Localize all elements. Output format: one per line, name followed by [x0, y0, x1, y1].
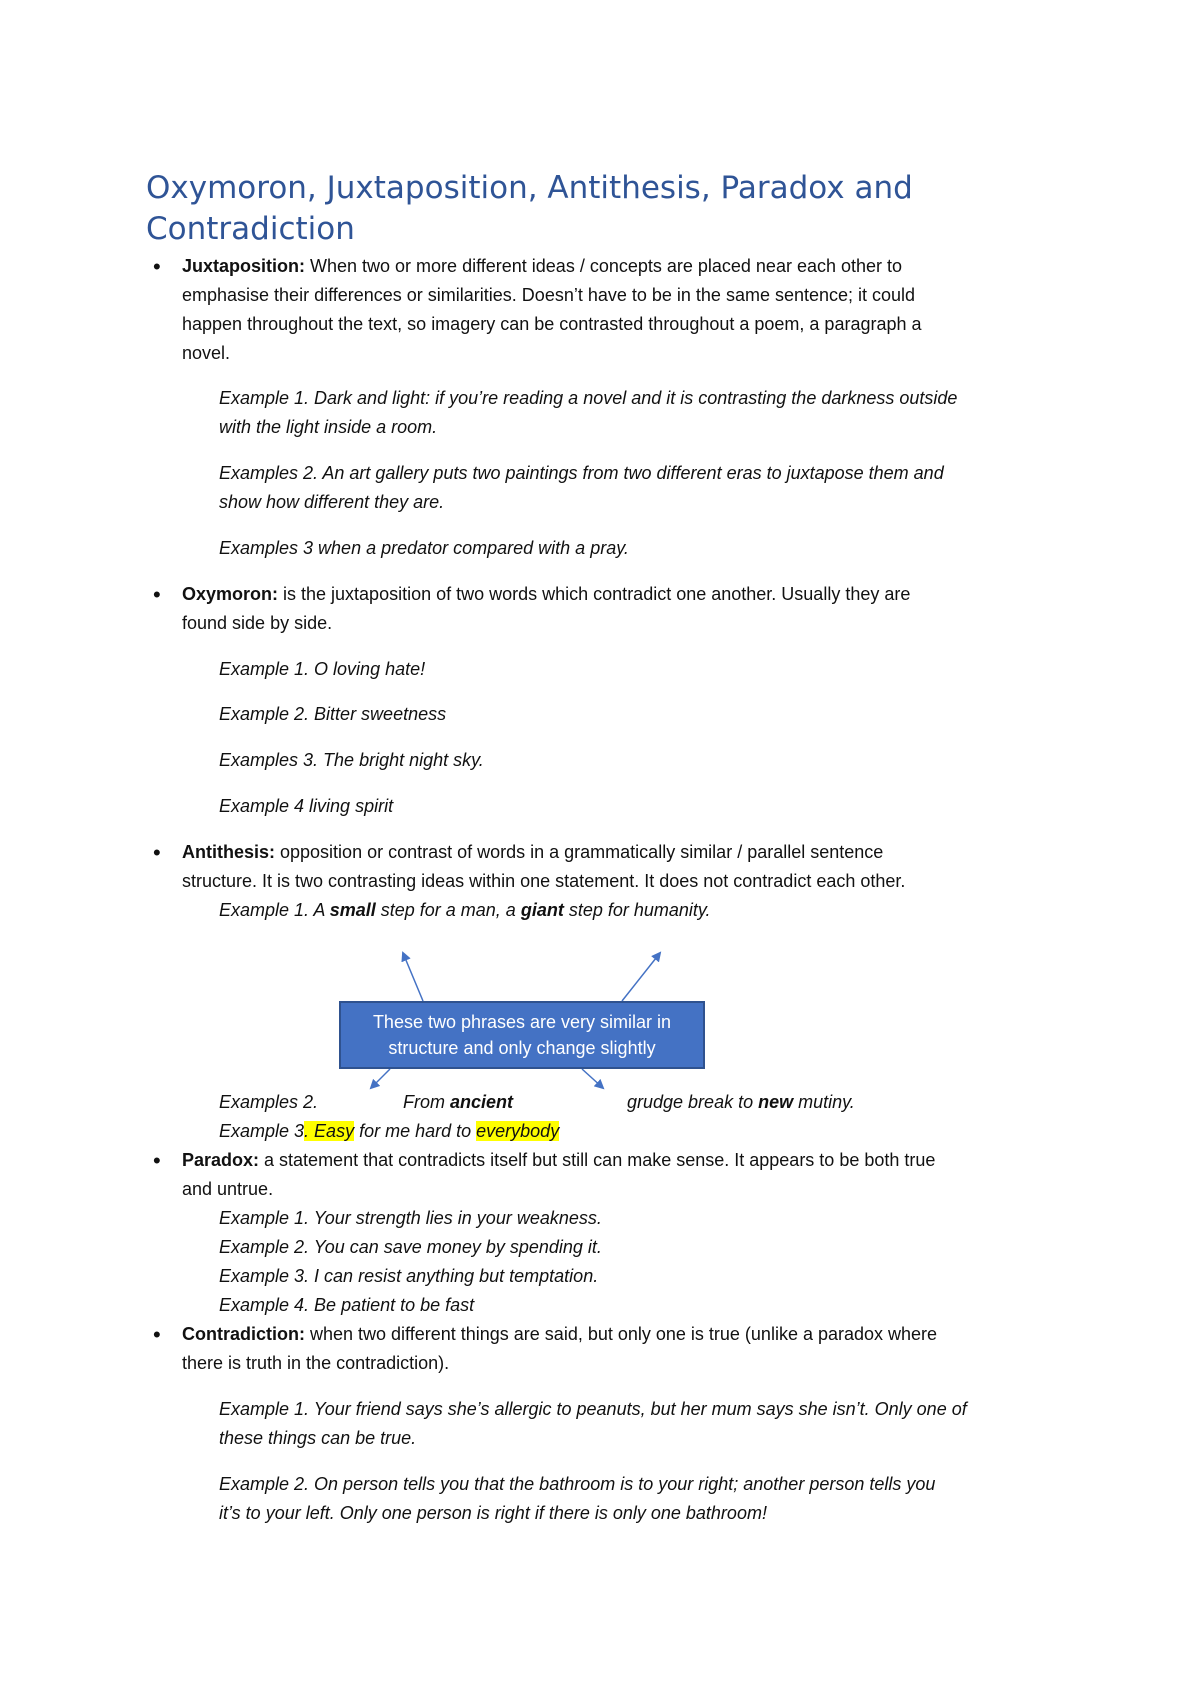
- bullet: •: [153, 840, 161, 865]
- callout-box: [339, 1001, 705, 1069]
- example-line: Example 1. A small step for a man, a giant step for humanity.: [219, 900, 711, 920]
- page-title: Oxymoron, Juxtaposition, Antithesis, Paradox and Contradiction: [146, 170, 913, 247]
- term-paradox: Paradox:: [182, 1150, 260, 1170]
- example-line: Example 2. You can save money by spending it.: [219, 1237, 602, 1257]
- highlight: everybody: [476, 1121, 560, 1141]
- example-line: Example 2. Bitter sweetness: [219, 704, 447, 724]
- highlight: . Easy: [304, 1121, 355, 1141]
- oxymoron-definition-line: found side by side.: [182, 613, 333, 633]
- example-line: Examples 2. An art gallery puts two paintings from two different eras to juxtapose them and: [219, 463, 944, 483]
- bullet: •: [153, 1322, 161, 1347]
- example-line: Example 1. O loving hate!: [219, 659, 426, 679]
- example-line: Example 3. Easy for me hard to everybody: [219, 1121, 560, 1141]
- contradiction-definition: Contradiction: when two different things are said, but only one is true (unlike a paradox where: [182, 1324, 938, 1344]
- example-line: show how different they are.: [219, 492, 445, 512]
- arrow-to-giant: [622, 953, 660, 1001]
- example-line: Example 1. Your strength lies in your weakness.: [219, 1208, 602, 1228]
- callout-text: These two phrases are very similar in structure and only change slightly: [372, 1012, 672, 1058]
- arrow-to-from: [371, 1069, 390, 1088]
- example-line: it’s to your left. Only one person is right if there is only one bathroom!: [219, 1503, 767, 1523]
- example-line: Example 4. Be patient to be fast: [219, 1295, 475, 1315]
- example-line: Example 1. Your friend says she’s allergic to peanuts, but her mum says she isn’t. Only one of: [219, 1399, 967, 1419]
- example-phrase-b: grudge break to new mutiny.: [627, 1092, 855, 1112]
- example-line: these things can be true.: [219, 1428, 417, 1448]
- example-line: with the light inside a room.: [219, 417, 438, 437]
- oxymoron-definition: Oxymoron: is the juxtaposition of two words which contradict one another. Usually they are: [182, 584, 911, 604]
- antithesis-definition: Antithesis: opposition or contrast of words in a grammatically similar / parallel sentence: [182, 842, 884, 862]
- term-juxtaposition: Juxtaposition:: [182, 256, 306, 276]
- juxtaposition-definition-line: emphasise their differences or similarities. Doesn’t have to be in the same sentence; it could: [182, 285, 916, 305]
- paradox-definition-line: and untrue.: [182, 1179, 274, 1199]
- arrow-to-small: [403, 953, 423, 1001]
- antithesis-definition-line: structure. It is two contrasting ideas within one statement. It does not contradict each other.: [182, 871, 906, 891]
- example-line: Example 3. I can resist anything but temptation.: [219, 1266, 599, 1286]
- paradox-definition: Paradox: a statement that contradicts itself but still can make sense. It appears to be both true: [182, 1150, 936, 1170]
- example-line: Examples 3 when a predator compared with a pray.: [219, 538, 629, 558]
- bullet: •: [153, 254, 161, 279]
- example-line: Example 2. On person tells you that the bathroom is to your right; another person tells you: [219, 1474, 936, 1494]
- term-contradiction: Contradiction:: [182, 1324, 305, 1344]
- arrow-to-grudge: [582, 1069, 603, 1088]
- example-phrase-a: From ancient: [403, 1092, 514, 1112]
- example-label: Examples 2.: [219, 1092, 319, 1112]
- example-line: Example 1. Dark and light: if you’re reading a novel and it is contrasting the darkness outside: [219, 388, 958, 408]
- term-oxymoron: Oxymoron:: [182, 584, 279, 604]
- juxtaposition-definition-line: happen throughout the text, so imagery can be contrasted throughout a poem, a paragraph a: [182, 314, 922, 334]
- bullet: •: [153, 1148, 161, 1173]
- example-line: Example 4 living spirit: [219, 796, 394, 816]
- contradiction-definition-line: there is truth in the contradiction).: [182, 1353, 450, 1373]
- juxtaposition-definition: Juxtaposition: When two or more different ideas / concepts are placed near each other to: [182, 256, 903, 276]
- example-line: Examples 3. The bright night sky.: [219, 750, 484, 770]
- term-antithesis: Antithesis:: [182, 842, 276, 862]
- juxtaposition-definition-line: novel.: [182, 343, 231, 363]
- bullet: •: [153, 582, 161, 607]
